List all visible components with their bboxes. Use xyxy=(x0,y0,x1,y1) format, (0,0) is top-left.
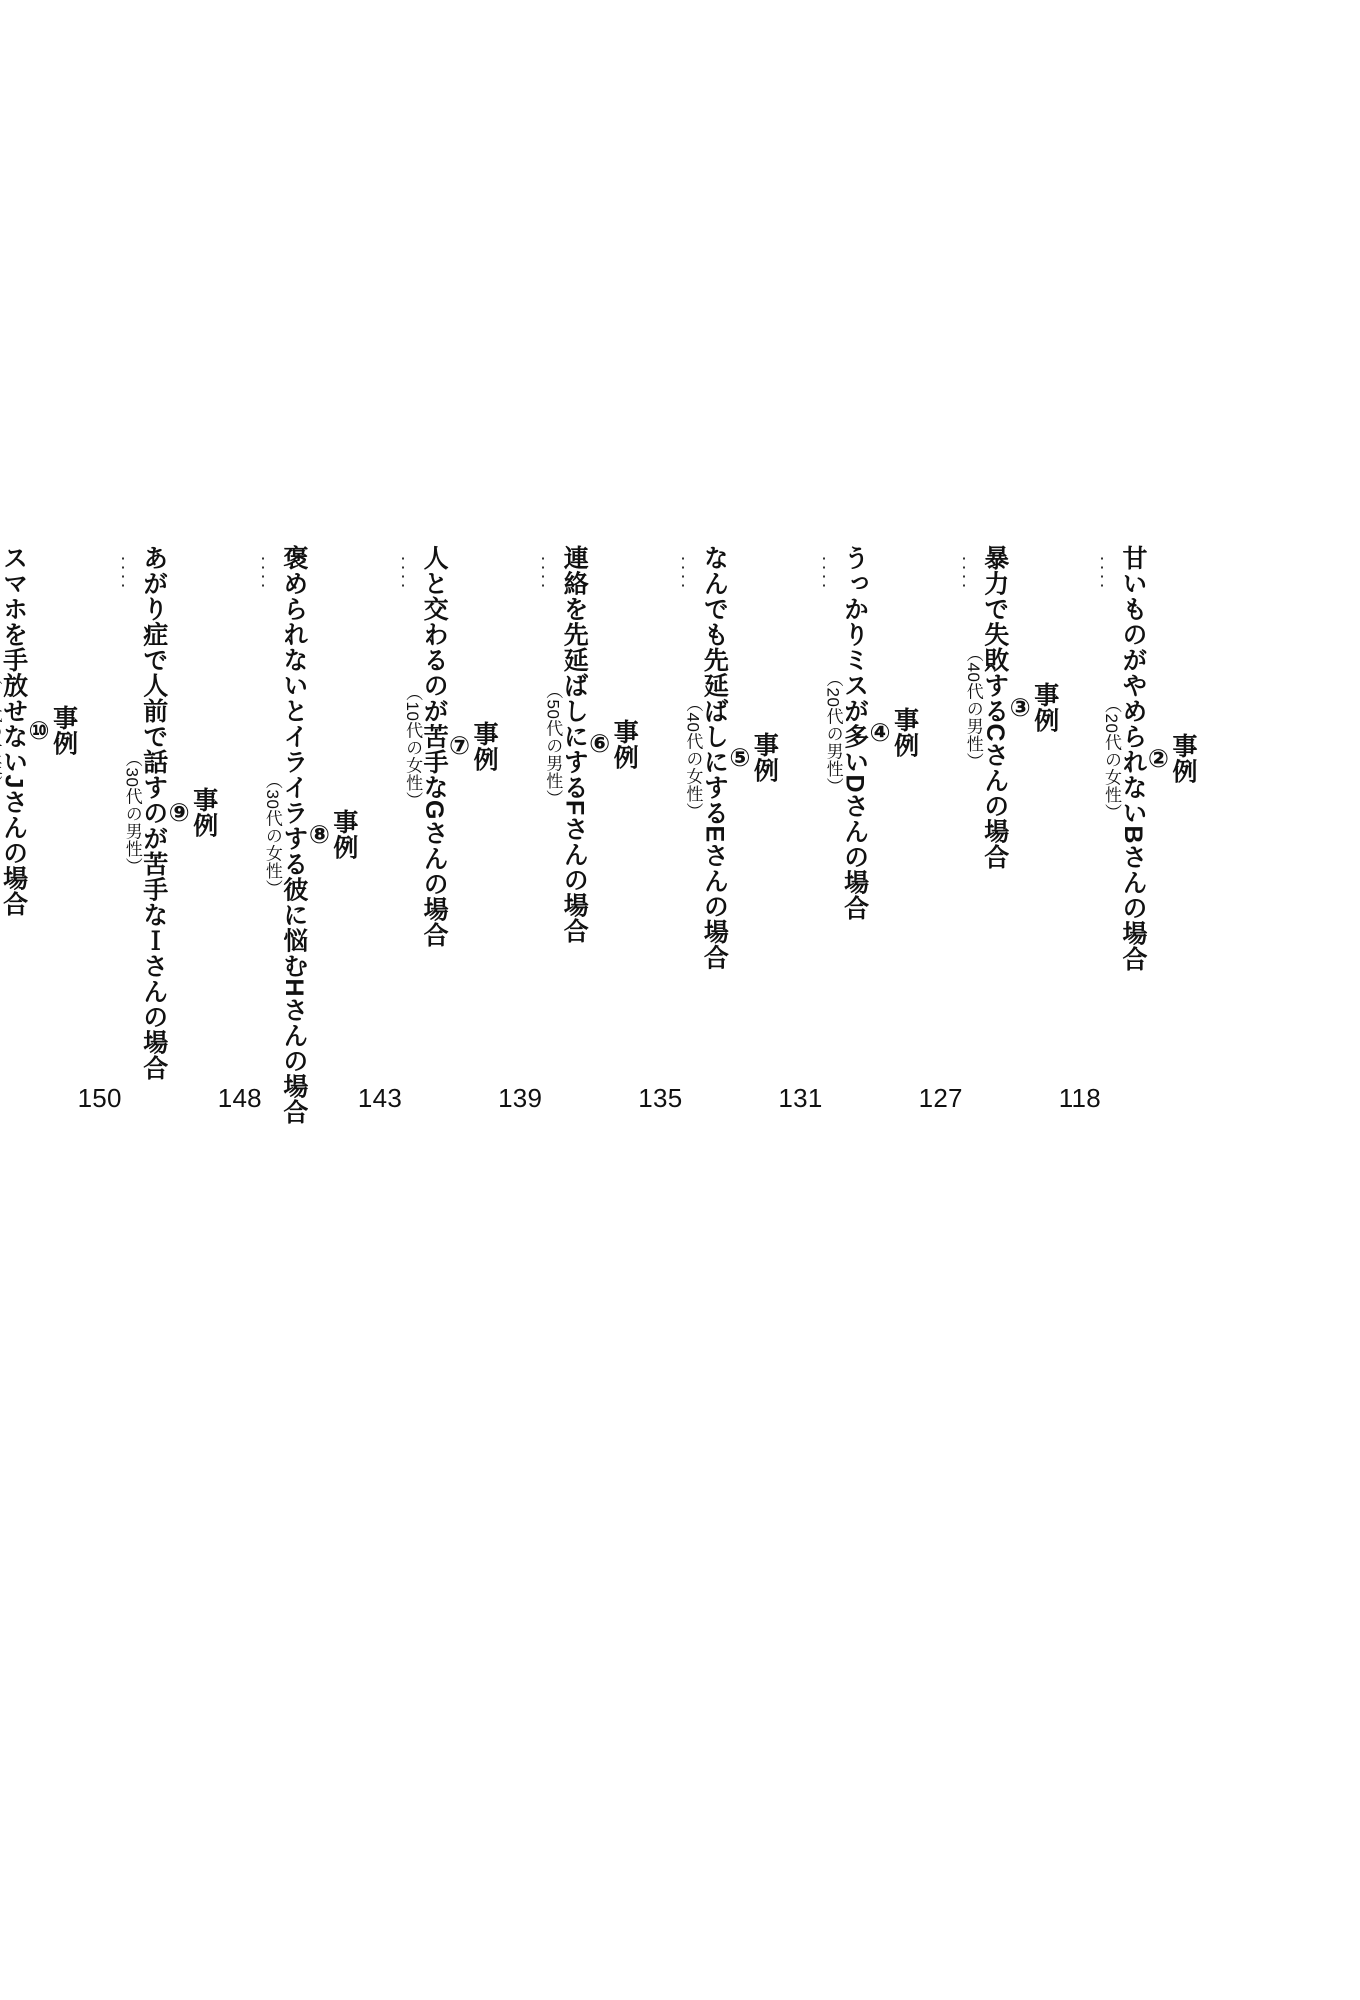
dot-leader xyxy=(682,551,684,591)
case-title: スマホを手放せないJさんの場合 xyxy=(0,545,28,917)
case-label: 事例 xyxy=(470,720,499,772)
toc-entry-heading xyxy=(403,545,499,948)
dot-leader xyxy=(963,551,965,591)
dot-leader xyxy=(542,551,544,591)
case-number: ④ xyxy=(865,718,894,748)
dot-leader xyxy=(823,551,825,591)
case-number: ② xyxy=(1144,743,1172,774)
page-number: 139 xyxy=(498,1083,543,1113)
case-label: 事例 xyxy=(49,705,78,757)
page-number: 127 xyxy=(918,1083,963,1113)
case-title: なんでも先延ばしにするEさんの場合 xyxy=(700,545,729,971)
case-note: （30代の男性） xyxy=(122,750,142,876)
page-number: 118 xyxy=(1058,1083,1101,1113)
case-note: （20代の男性） xyxy=(823,670,843,796)
toc-entry-heading xyxy=(264,545,356,1125)
toc-entry-case-5[interactable] xyxy=(638,545,779,1645)
dot-leader xyxy=(262,551,264,591)
table-of-contents xyxy=(0,545,1360,1695)
case-number: ⑤ xyxy=(725,742,754,773)
toc-entry-case-4[interactable] xyxy=(778,545,919,1645)
toc-entry-case-7[interactable] xyxy=(357,545,499,1645)
case-note xyxy=(0,668,1,793)
dot-leader xyxy=(402,551,404,591)
toc-entry-heading xyxy=(965,545,1057,870)
page-number: 148 xyxy=(217,1083,262,1113)
page-number: 150 xyxy=(77,1083,122,1113)
dot-leader xyxy=(1101,551,1103,591)
case-title: うっかりミスが多いDさんの場合 xyxy=(840,545,869,921)
case-title: 甘いものがやめられないBさんの場合 xyxy=(1119,545,1147,972)
case-note: （30代の女性） xyxy=(262,772,282,898)
toc-entry-case-3[interactable] xyxy=(919,545,1057,1645)
case-title: 連絡を先延ばしにするFさんの場合 xyxy=(560,545,589,944)
toc-entry-case-8[interactable] xyxy=(218,545,356,1645)
dot-leader xyxy=(122,551,124,591)
case-note: （10代の女性） xyxy=(403,683,423,809)
case-number: ③ xyxy=(1005,692,1034,723)
case-label: 事例 xyxy=(329,809,358,861)
case-title: 暴力で失敗するCさんの場合 xyxy=(980,545,1009,870)
page-number: 135 xyxy=(638,1083,683,1113)
case-number: ⑨ xyxy=(164,798,193,828)
case-title: 褒められないとイライラする彼に悩むHさんの場合 xyxy=(279,545,308,1125)
toc-entry-heading xyxy=(683,545,779,971)
toc-entry-case-10[interactable] xyxy=(0,545,76,1645)
toc-entry-case-9[interactable] xyxy=(78,545,216,1645)
toc-entry-heading xyxy=(543,545,639,944)
toc-entry-heading xyxy=(1103,545,1195,972)
case-title: 人と交わるのが苦手なGさんの場合 xyxy=(420,545,449,948)
case-number: ⑧ xyxy=(304,820,333,850)
case-title: あがり症で人前で話すのが苦手なＩさんの場合 xyxy=(139,545,168,1081)
case-note: （50代の男性） xyxy=(543,681,563,807)
case-number: ⑩ xyxy=(24,715,53,746)
case-note: （40代の女性） xyxy=(683,695,703,821)
case-label: 事例 xyxy=(1169,732,1197,784)
case-label: 事例 xyxy=(750,732,779,784)
toc-entry-heading xyxy=(0,545,76,916)
case-note: （40代の男性） xyxy=(963,644,983,770)
case-note: （20代の女性） xyxy=(1102,695,1121,821)
page-number: 131 xyxy=(778,1083,823,1113)
case-label: 事例 xyxy=(1030,681,1059,733)
toc-entry-heading xyxy=(825,545,917,921)
toc-entry-case-6[interactable] xyxy=(498,545,639,1645)
case-number: ⑦ xyxy=(445,731,474,761)
case-number: ⑥ xyxy=(585,729,614,759)
page-number: 143 xyxy=(357,1083,403,1113)
case-label: 事例 xyxy=(189,787,218,839)
case-label: 事例 xyxy=(610,718,639,770)
case-label: 事例 xyxy=(890,707,919,759)
toc-entry-case-2[interactable] xyxy=(1059,545,1195,1645)
toc-entry-heading xyxy=(124,545,216,1081)
